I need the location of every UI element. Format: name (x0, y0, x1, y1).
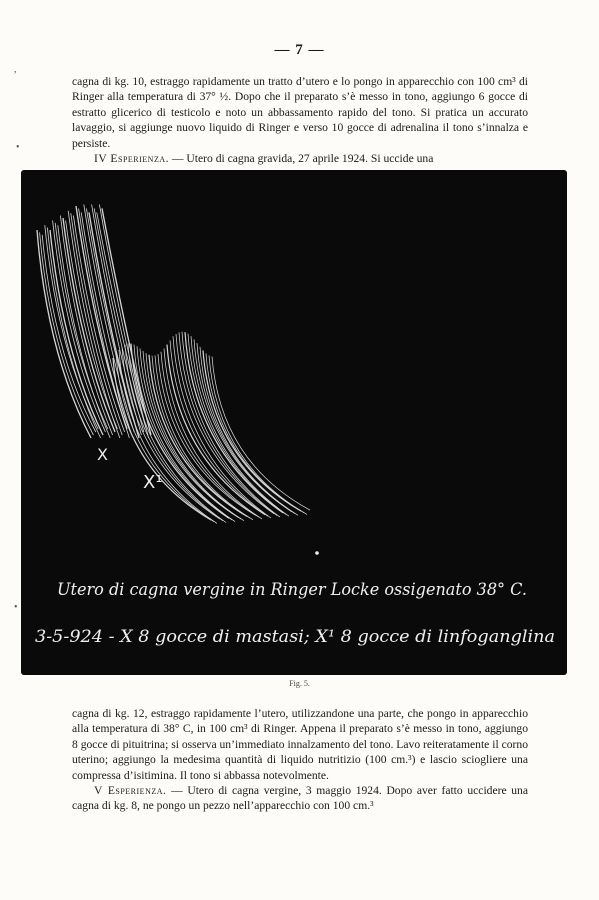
contraction-trace (170, 340, 268, 516)
bottom-paragraph: cagna di kg. 12, estraggo rapidamente l’utero, utilizzandone una parte, che pongo in apparecchio alla temperatura di 38° C, in 100 cm³ di Ringer. Appena il preparato s’è messo in tono, aggiungo 8 gocce di pituitrina; si osserva un’immediato innalzamento del tono. Lavo reiteratamente il corno uterino; aggiungo la medesima quantità di liquido nutritizio (100 cm.³) e lascio sciogliere una compressa d’isitimina. Il tono si abbassa notevolmente. (72, 707, 528, 782)
experiment-v-text: — Utero di cagna vergine, 3 maggio 1924. Dopo aver fatto uccidere una cagna di kg. 8, ne pongo un pezzo nell’apparecchio con 100 cm.³ (72, 784, 529, 813)
contraction-trace (92, 204, 142, 435)
handwritten-label-line-2: 3-5-924 - X 8 gocce di mastasi; X¹ 8 gocce di linfoganglina (35, 627, 555, 646)
top-paragraph-block (72, 74, 528, 166)
contraction-trace (182, 332, 280, 517)
experiment-v-label: V Esperienza. (94, 784, 167, 798)
page-number: — 7 — (274, 42, 325, 58)
uterine-contraction-traces (37, 204, 310, 523)
top-paragraph: cagna di kg. 10, estraggo rapidamente un tratto d’utero e lo pongo in apparecchio con 100 cm³ di Ringer alla temperatura di 37° ½. Dopo che il preparato s’è messo in tono, aggiungo 6 gocce di estratto glicerico di testicolo e noto un abbassamento rapido del tono. Si pratica un accurato lavaggio, si aggiunge nuovo liquido di Ringer e verso 10 gocce di adrenalina il tono s’innalza e persiste. (72, 75, 528, 150)
experiment-iv-label: IV Esperienza. (94, 152, 170, 166)
mark-x: X (97, 445, 108, 464)
margin-mark: • (16, 142, 20, 153)
contraction-trace (137, 346, 235, 521)
contraction-trace (191, 336, 289, 516)
margin-mark: • (14, 602, 18, 613)
contraction-trace (60, 216, 112, 435)
contraction-trace (161, 352, 259, 517)
experiment-iv-heading (72, 151, 528, 166)
figure-caption: Fig. 5. (289, 679, 310, 688)
experiment-iv-text: — Utero di cagna gravida, 27 aprile 1924. Si uccide una (169, 152, 434, 166)
mark-x1: X¹ (143, 472, 163, 493)
margin-mark: , (14, 64, 17, 75)
kymograph-trace (21, 170, 567, 675)
contraction-trace (167, 345, 265, 515)
trace-dot (315, 551, 319, 555)
bottom-paragraph-block (72, 706, 528, 814)
kymograph-figure (21, 170, 567, 675)
experiment-v-heading (72, 783, 528, 814)
handwritten-label-line-1: Utero di cagna vergine in Ringer Locke ossigenato 38° C. (57, 580, 527, 599)
